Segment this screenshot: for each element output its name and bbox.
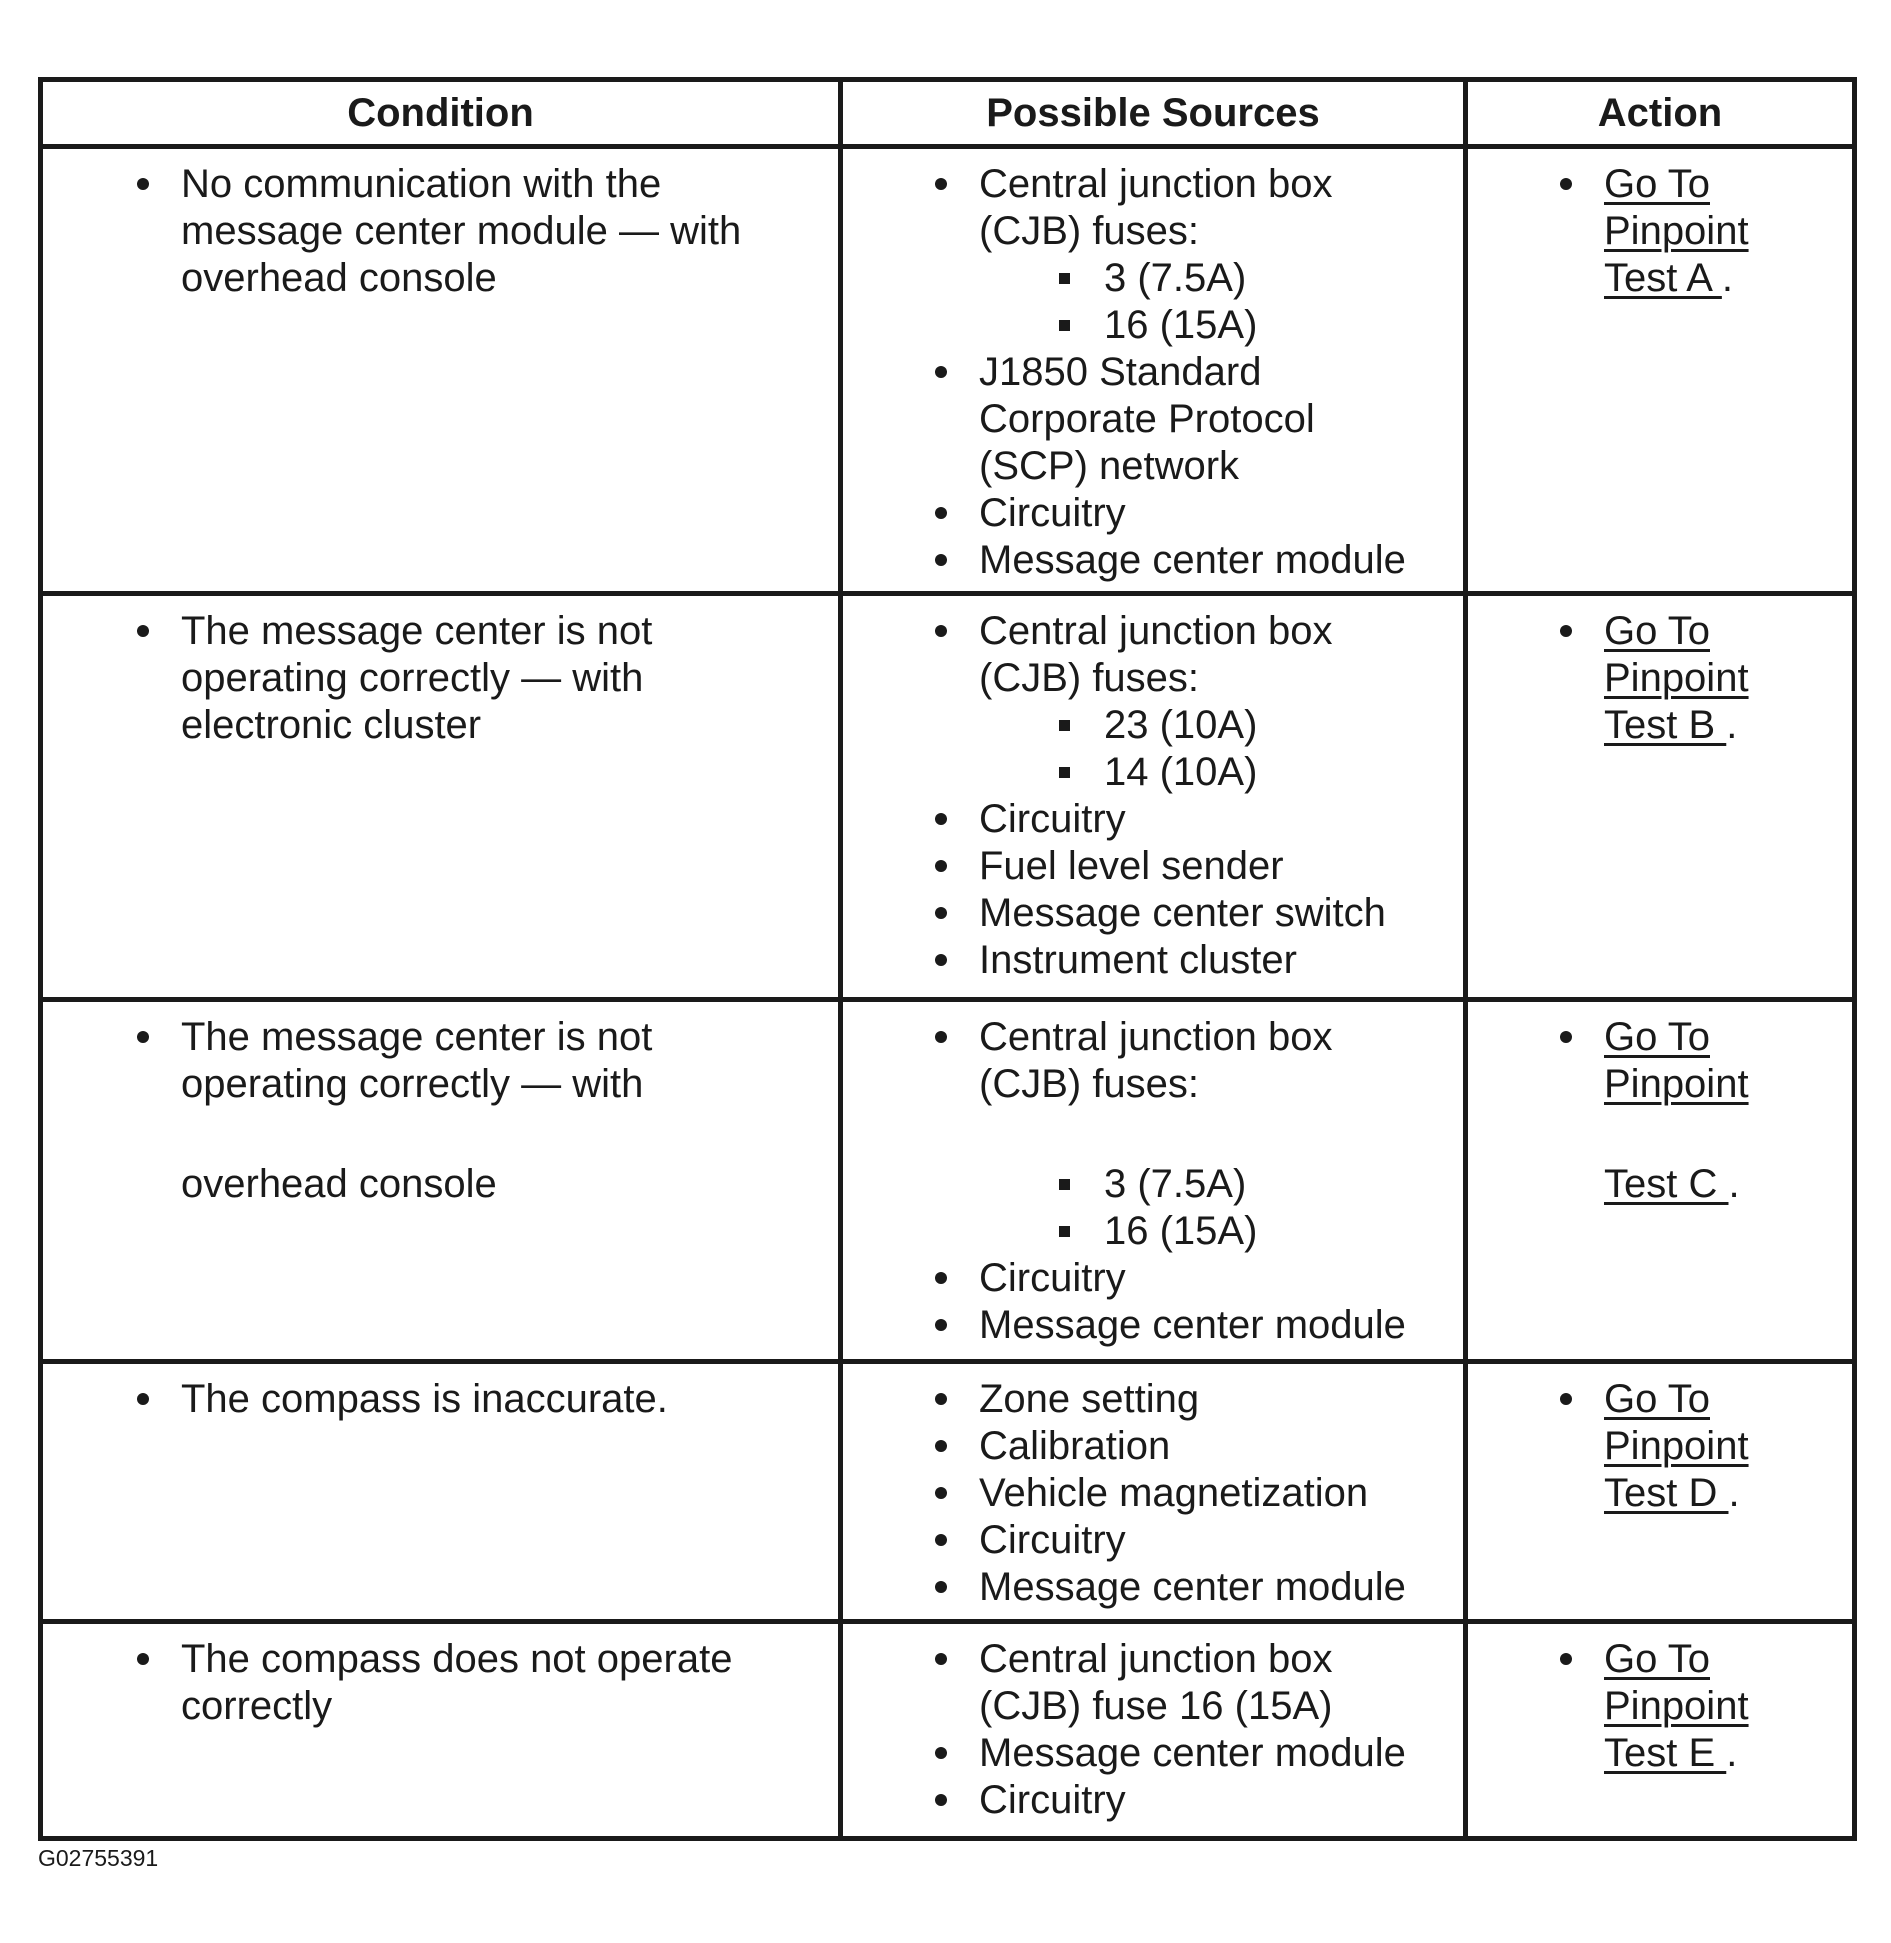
fuse-item: 23 (10A) [1104,702,1453,749]
action-cell [1466,1000,1855,1362]
table-row [41,147,1855,594]
header-action: Action [1466,80,1855,147]
source-item: Fuel level sender [979,843,1453,890]
source-item: Circuitry [979,1517,1453,1564]
fuse-item: 3 (7.5A) [1104,255,1453,302]
pinpoint-test-c-link[interactable]: Go To Pinpoint [1604,1015,1749,1106]
source-item: J1850 Standard Corporate Protocol (SCP) network [979,349,1453,490]
source-item: Instrument cluster [979,937,1453,984]
header-row [41,80,1855,147]
condition-item: No communication with the message center module — with overhead console [181,161,818,302]
table-row [41,594,1855,1000]
pinpoint-test-b-link[interactable]: Go To Pinpoint Test B [1604,609,1749,747]
fuse-item: 14 (10A) [1104,749,1453,796]
source-item: Vehicle magnetization [979,1470,1453,1517]
action-item: Go To Pinpoint Test E . [1604,1636,1842,1777]
condition-cell [41,594,841,1000]
condition-cell [41,1000,841,1362]
source-item: Circuitry [979,1255,1453,1302]
action-cell [1466,594,1855,1000]
sources-cell [841,1362,1466,1622]
sources-cell [841,1622,1466,1839]
source-item: Central junction box (CJB) fuses: 3 (7.5A) 16 (15A) [979,161,1453,349]
fuse-item: 16 (15A) [1104,1208,1453,1255]
action-item: Go To Pinpoint Test B . [1604,608,1842,749]
source-item: Zone setting [979,1376,1453,1423]
fuse-item: 16 (15A) [1104,302,1453,349]
action-cell [1466,147,1855,594]
action-cell [1466,1362,1855,1622]
source-item: Message center module [979,1730,1453,1777]
action-item: Go To Pinpoint Test C . [1604,1014,1842,1208]
sources-cell [841,1000,1466,1362]
condition-cell [41,1362,841,1622]
source-item: Circuitry [979,796,1453,843]
action-cell [1466,1622,1855,1839]
source-item: Message center switch [979,890,1453,937]
pinpoint-test-c-link-tail[interactable]: Test C [1604,1162,1729,1206]
source-item: Central junction box (CJB) fuses: 3 (7.5A) 16 (15A) [979,1014,1453,1255]
condition-cell [41,147,841,594]
condition-item: The compass does not operate correctly [181,1636,818,1730]
table-row [41,1000,1855,1362]
condition-cell [41,1622,841,1839]
header-condition: Condition [41,80,841,147]
source-item: Message center module [979,1302,1453,1349]
pinpoint-test-e-link[interactable]: Go To Pinpoint Test E [1604,1637,1749,1775]
condition-item: The message center is not operating correctly — with overhead console [181,1014,818,1208]
table-row [41,1622,1855,1839]
source-item: Central junction box (CJB) fuse 16 (15A) [979,1636,1453,1730]
fuse-item: 3 (7.5A) [1104,1161,1453,1208]
pinpoint-test-a-link[interactable]: Go To Pinpoint Test A [1604,162,1749,300]
action-item: Go To Pinpoint Test A . [1604,161,1842,302]
source-item: Central junction box (CJB) fuses: 23 (10A) 14 (10A) [979,608,1453,796]
pinpoint-test-d-link[interactable]: Go To Pinpoint Test D [1604,1377,1749,1515]
source-item: Message center module [979,1564,1453,1611]
condition-item: The compass is inaccurate. [181,1376,818,1423]
diagnosis-table [38,77,1857,1841]
figure-id: G02755391 [38,1845,159,1871]
source-item: Circuitry [979,1777,1453,1824]
condition-item: The message center is not operating correctly — with electronic cluster [181,608,818,749]
source-item: Calibration [979,1423,1453,1470]
table-row [41,1362,1855,1622]
source-item: Message center module [979,537,1453,584]
sources-cell [841,147,1466,594]
action-item: Go To Pinpoint Test D . [1604,1376,1842,1517]
sources-cell [841,594,1466,1000]
header-possible-sources: Possible Sources [841,80,1466,147]
source-item: Circuitry [979,490,1453,537]
